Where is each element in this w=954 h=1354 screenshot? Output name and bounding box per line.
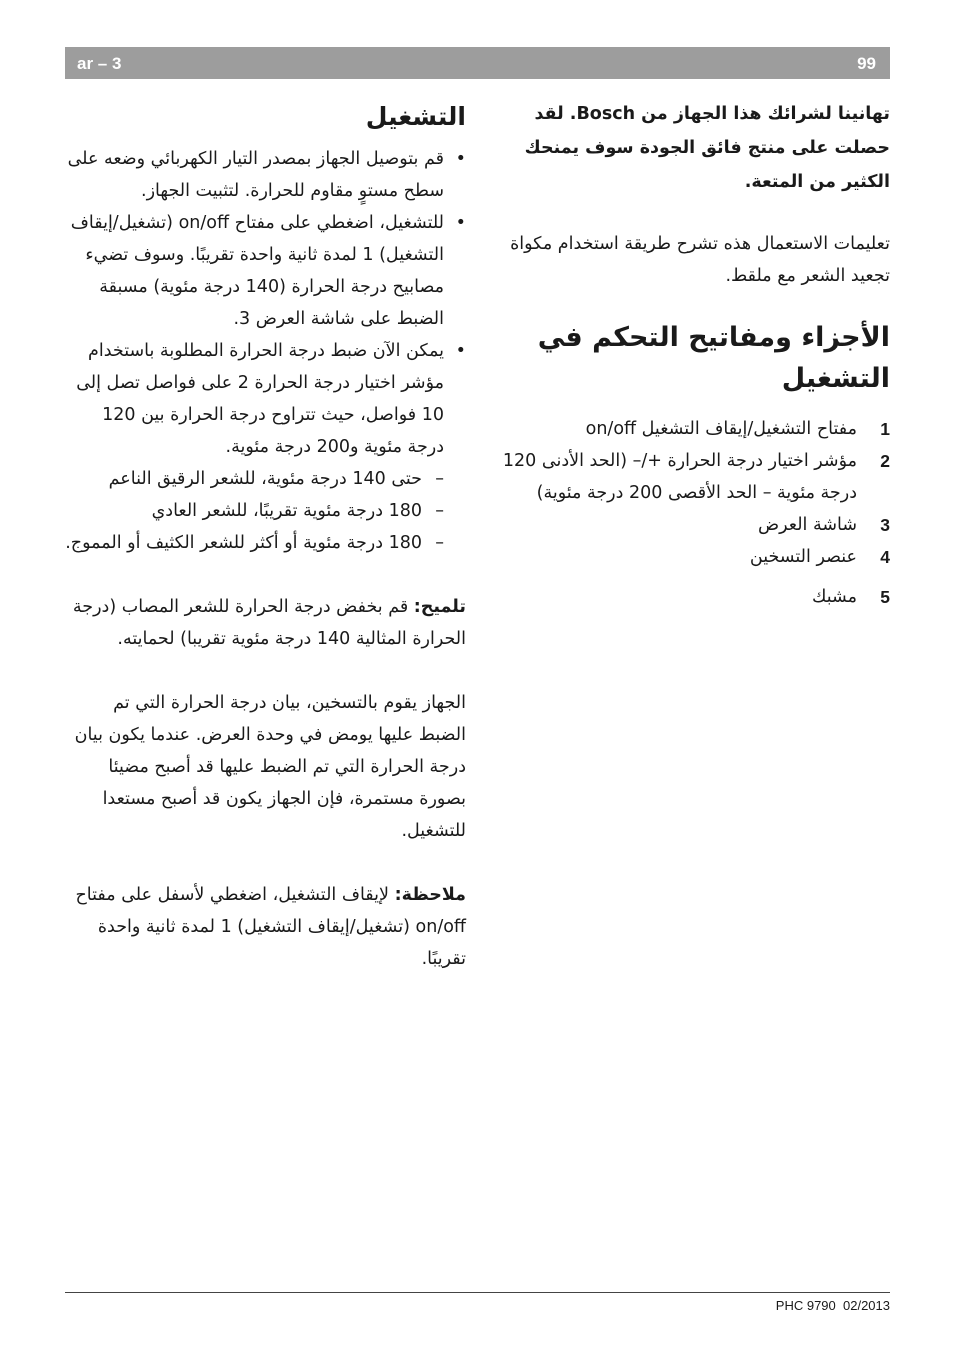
range-item [62,463,444,495]
parts-number: 2 [880,451,890,471]
dash-icon: – [435,533,444,553]
step-item [62,335,466,559]
temperature-ranges [62,463,444,559]
footer-divider [65,1292,890,1293]
parts-label: مؤشر اختيار درجة الحرارة +/– (الحد الأدنى 120 درجة مئوية – الحد الأقصى 200 درجة مئوية) [502,451,857,503]
range-text: 180 درجة مئوية تقريبًا، للشعر العادي [151,501,422,521]
tip-paragraph [62,591,466,655]
range-item [62,495,444,527]
tip-label: تلميح: [413,597,466,617]
dash-icon: – [435,501,444,521]
parts-label: شاشة العرض [757,515,857,535]
intro-text: تعليمات الاستعمال هذه تشرح طريقة استخدام مكواة تجعيد الشعر مع ملقط. [510,234,890,286]
right-column [500,97,890,613]
parts-label: مفتاح التشغيل/إيقاف التشغيل on/off [585,419,857,439]
note-paragraph [62,879,466,975]
dash-icon: – [435,469,444,489]
step-text: يمكن الآن ضبط درجة الحرارة المطلوبة باستخدام مؤشر اختيار درجة الحرارة 2 على فواصل تصل إلى 10 فواصل، حيث تتراوح درجة الحرارة بين 120 درجة مئوية و200 درجة مئوية. [76,341,444,457]
bullet-icon: • [455,213,466,233]
parts-number: 5 [880,587,890,607]
left-column [62,97,466,975]
parts-heading: الأجزاء ومفاتيح التحكم في التشغيل [537,322,890,394]
parts-label: عنصر التسخين [749,547,857,567]
operation-heading: التشغيل [365,102,466,131]
range-item [62,527,444,559]
parts-number: 1 [880,419,890,439]
bullet-icon: • [455,149,466,169]
step-item [62,207,466,335]
footer-date: 02/2013 [843,1298,890,1313]
steps-list [62,143,466,559]
parts-item [500,541,890,573]
note-text: لإيقاف التشغيل، اضغطي لأسفل على مفتاح on/off (تشغيل/إيقاف التشغيل) 1 لمدة ثانية واحدة تقريبًا. [75,885,466,969]
range-text: حتى 140 درجة مئوية، للشعر الرقيق الناعم [108,469,422,489]
step-text: للتشغيل، اضغطي على مفتاح on/off (تشغيل/إيقاف التشغيل) 1 لمدة ثانية واحدة تقريبًا. وسوف تضيء مصابيح درجة الحرارة (140 درجة مئوية) مسبقة الضبط على شاشة العرض 3. [70,213,444,329]
bullet-icon: • [455,341,466,361]
parts-number: 3 [880,515,890,535]
tip-text: قم بخفض درجة الحرارة للشعر المصاب (درجة الحرارة المثالية 140 درجة مئوية تقريبا) لحمايته. [72,597,466,649]
congrats-text: تهانينا لشرائك هذا الجهاز من Bosch. لقد حصلت على منتج فائق الجودة سوف يمنحك الكثير من المتعة. [524,104,890,192]
step-item [62,143,466,207]
parts-label: مشبك [811,587,857,607]
step-text: قم بتوصيل الجهاز بمصدر التيار الكهربائي وضعه على سطح مستوٍ مقاوم للحرارة. لتثبيت الجهاز. [67,149,444,201]
footer-model: PHC 9790 [775,1298,836,1313]
parts-item [500,445,890,509]
range-text: 180 درجة مئوية أو أكثر للشعر الكثيف أو المموج. [65,533,422,553]
parts-item [500,413,890,445]
parts-list [500,413,890,613]
parts-item [500,581,890,613]
footer [776,1298,890,1313]
page-number: 99 [857,54,876,73]
heating-paragraph: الجهاز يقوم بالتسخين، بيان درجة الحرارة التي تم الضبط عليها يومض في وحدة العرض. عندما يكون بيان درجة الحرارة التي تم الضبط عليها قد أصبح مضيئا بصورة مستمرة، فإن الجهاز يكون قد أصبح مستعدا للتشغيل. [74,693,466,841]
section-label: ar – 3 [77,54,122,73]
parts-item [500,509,890,541]
header-bar [65,47,890,79]
parts-number: 4 [880,547,890,567]
note-label: ملاحظة: [394,885,466,905]
